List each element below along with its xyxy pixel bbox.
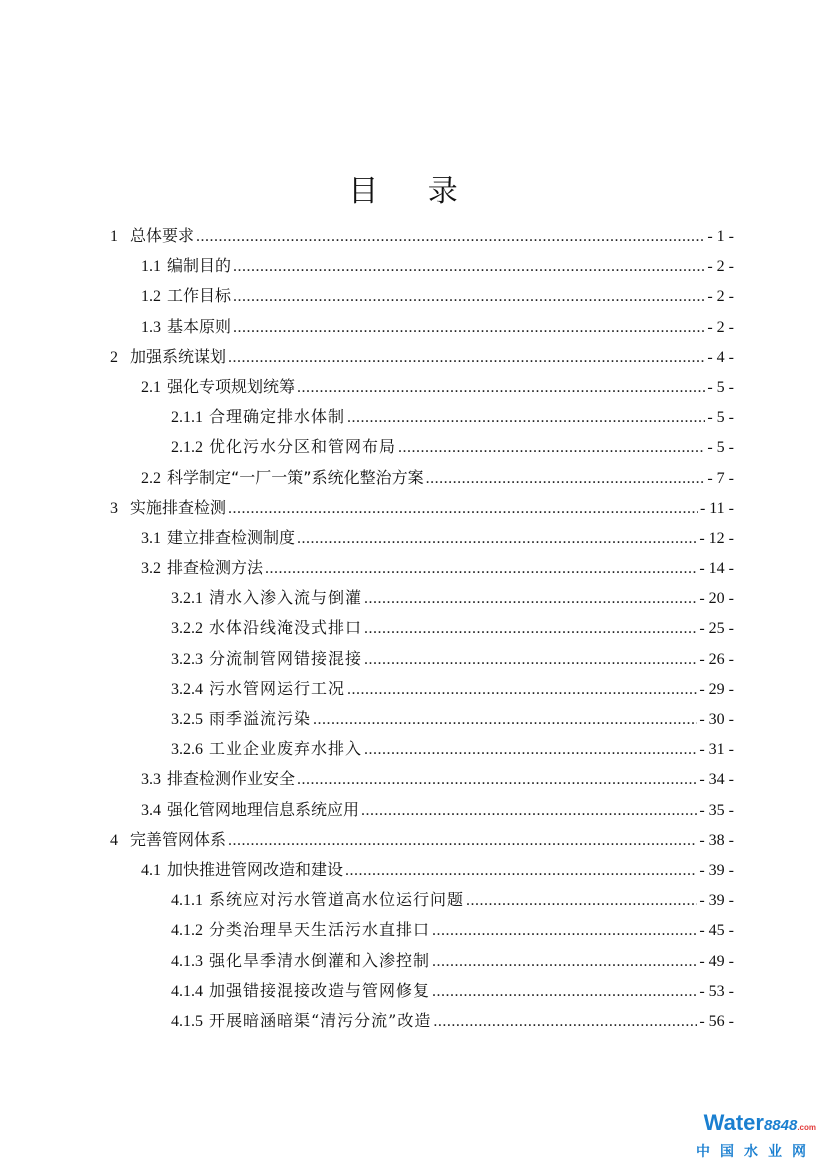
- toc-entry-label: 优化污水分区和管网布局: [209, 437, 397, 457]
- toc-leader-dots: [466, 892, 697, 910]
- toc-entry-number: 3: [110, 499, 118, 517]
- toc-entry-page: - 14 -: [699, 560, 734, 578]
- toc-entry-number: 4.1.4: [171, 982, 203, 1000]
- toc-entry[interactable]: [110, 736, 734, 766]
- toc-entry-label: 强化专项规划统筹: [167, 376, 296, 396]
- toc-entry[interactable]: [110, 434, 734, 464]
- toc-entry-label: 排查检测作业安全: [167, 769, 296, 789]
- toc-entry-number: 3.2.4: [171, 680, 203, 698]
- toc-entry-label: 分类治理旱天生活污水直排口: [209, 920, 431, 940]
- toc-entry-label: 建立排查检测制度: [167, 527, 296, 547]
- toc-entry[interactable]: [110, 978, 734, 1008]
- toc-entry[interactable]: [110, 615, 734, 645]
- toc-entry[interactable]: [110, 827, 734, 857]
- toc-entry-page: - 35 -: [699, 801, 734, 819]
- toc-entry[interactable]: [110, 465, 734, 495]
- toc-entry-page: - 5 -: [707, 409, 734, 427]
- toc-entry-label: 系统应对污水管道高水位运行问题: [209, 890, 465, 910]
- toc-entry-number: 4.1.1: [171, 892, 203, 910]
- toc-entry-page: - 25 -: [699, 620, 734, 638]
- toc-leader-dots: [196, 228, 705, 246]
- toc-entry-label: 开展暗涵暗渠“清污分流”改造: [209, 1010, 432, 1030]
- toc-entry-number: 3.2.5: [171, 711, 203, 728]
- toc-entry-label: 合理确定排水体制: [209, 407, 346, 427]
- toc-entry-page: - 7 -: [707, 469, 734, 487]
- toc-entry-page: - 38 -: [699, 831, 734, 849]
- toc-leader-dots: [347, 681, 697, 699]
- toc-entry[interactable]: [110, 646, 734, 676]
- toc-entry-page: - 2 -: [707, 258, 734, 276]
- page-title: 目 录: [348, 174, 478, 210]
- toc-entry-label: 雨季溢流污染: [209, 709, 312, 728]
- toc-entry[interactable]: [110, 948, 734, 978]
- toc-leader-dots: [233, 288, 705, 306]
- toc-entry-label: 强化管网地理信息系统应用: [167, 799, 360, 819]
- toc-entry-page: - 39 -: [699, 861, 734, 879]
- toc-entry-page: - 29 -: [699, 680, 734, 698]
- logo-chinese-name: 中国水业网: [696, 1144, 816, 1160]
- toc-entry-number: 1.1: [141, 258, 161, 276]
- toc-entry-page: - 2 -: [707, 288, 734, 306]
- toc-leader-dots: [228, 349, 705, 367]
- toc-entry-page: - 1 -: [707, 228, 734, 245]
- toc-leader-dots: [347, 409, 705, 427]
- toc-entry-page: - 4 -: [707, 348, 734, 366]
- toc-entry-page: - 56 -: [699, 1012, 734, 1030]
- toc-entry-number: 2.2: [141, 469, 161, 487]
- toc-entry-page: - 39 -: [699, 892, 734, 910]
- toc-entry-label: 工作目标: [167, 286, 232, 306]
- toc-entry[interactable]: [110, 1008, 734, 1038]
- toc-entry-number: 3.3: [141, 771, 161, 789]
- toc-entry-page: - 20 -: [699, 590, 734, 608]
- toc-entry[interactable]: [110, 495, 734, 525]
- toc-entry-page: - 49 -: [699, 952, 734, 970]
- toc-entry[interactable]: [110, 555, 734, 585]
- toc-entry-number: 2.1.2: [171, 439, 203, 457]
- toc-leader-dots: [432, 953, 697, 971]
- toc-entry[interactable]: [110, 917, 734, 947]
- toc-leader-dots: [364, 590, 697, 608]
- toc-entry-number: 1.3: [141, 318, 161, 336]
- toc-leader-dots: [426, 470, 706, 488]
- logo-wordmark: [696, 1112, 816, 1139]
- toc-entry-label: 污水管网运行工况: [209, 678, 346, 698]
- toc-entry-number: 3.2.3: [171, 650, 203, 668]
- toc-entry[interactable]: [110, 525, 734, 555]
- toc-entry-number: 4.1: [141, 861, 161, 879]
- watermark-logo: [696, 1112, 816, 1161]
- toc-entry-label: 编制目的: [167, 256, 232, 276]
- toc-entry-label: 加强错接混接改造与管网修复: [209, 980, 431, 1000]
- toc-entry-label: 基本原则: [167, 316, 232, 336]
- toc-leader-dots: [361, 802, 697, 820]
- toc-entry-number: 4.1.2: [171, 922, 203, 940]
- toc-entry-number: 2.1.1: [171, 409, 203, 427]
- toc-entry[interactable]: [110, 374, 734, 404]
- toc-leader-dots: [265, 560, 697, 578]
- toc-entry-page: - 26 -: [699, 650, 734, 668]
- logo-brand-main: Water: [703, 1110, 764, 1135]
- toc-leader-dots: [433, 1013, 697, 1031]
- toc-entry-page: - 5 -: [707, 378, 734, 396]
- toc-entry-label: 总体要求: [130, 226, 195, 245]
- toc-entry[interactable]: [110, 676, 734, 706]
- toc-entry-label: 加强系统谋划: [130, 346, 227, 366]
- toc-entry-label: 强化旱季清水倒灌和入渗控制: [209, 950, 431, 970]
- toc-leader-dots: [233, 319, 705, 337]
- toc-entry[interactable]: [110, 223, 734, 253]
- toc-entry[interactable]: [110, 404, 734, 434]
- toc-leader-dots: [297, 771, 697, 789]
- toc-entry-page: - 45 -: [699, 922, 734, 940]
- toc-entry-label: 分流制管网错接混接: [209, 648, 363, 668]
- toc-leader-dots: [228, 832, 697, 850]
- toc-entry-number: 1.2: [141, 288, 161, 306]
- toc-leader-dots: [297, 530, 697, 548]
- toc-entry-label: 清水入渗入流与倒灌: [209, 588, 363, 608]
- toc-entry[interactable]: [110, 344, 734, 374]
- toc-leader-dots: [432, 922, 697, 940]
- toc-entry[interactable]: [110, 887, 734, 917]
- toc-entry[interactable]: [110, 766, 734, 796]
- toc-entry-label: 加快推进管网改造和建设: [167, 859, 344, 879]
- toc-entry-page: - 5 -: [707, 439, 734, 457]
- toc-leader-dots: [364, 651, 697, 669]
- toc-entry-number: 3.1: [141, 529, 161, 547]
- toc-leader-dots: [345, 862, 697, 880]
- toc-entry-number: 3.4: [141, 801, 161, 819]
- toc-entry-page: - 2 -: [707, 318, 734, 336]
- toc-entry[interactable]: [110, 253, 734, 283]
- toc-entry-number: 3.2.1: [171, 590, 203, 608]
- toc-entry-label: 完善管网体系: [130, 829, 227, 849]
- toc-entry-page: - 31 -: [699, 741, 734, 759]
- toc-entry-number: 4: [110, 831, 118, 849]
- logo-domain: .com: [797, 1123, 816, 1132]
- toc-entry[interactable]: [110, 585, 734, 615]
- toc-entry-number: 2: [110, 348, 118, 366]
- toc-entry-label: 实施排查检测: [130, 497, 227, 517]
- toc-leader-dots: [364, 741, 697, 759]
- toc-entry-number: 3.2.6: [171, 741, 203, 759]
- toc-entry-label: 排查检测方法: [167, 558, 264, 578]
- toc-leader-dots: [432, 983, 697, 1001]
- toc-entry-number: 3.2: [141, 560, 161, 578]
- toc-leader-dots: [297, 379, 705, 397]
- toc-entry-number: 4.1.3: [171, 952, 203, 970]
- toc-entry[interactable]: [110, 283, 734, 313]
- toc-entry-page: - 11 -: [699, 499, 734, 517]
- logo-brand-number: 8848: [763, 1117, 798, 1134]
- toc-leader-dots: [398, 439, 705, 457]
- toc-leader-dots: [313, 711, 697, 729]
- toc-leader-dots: [228, 500, 698, 518]
- toc-entry[interactable]: [110, 706, 734, 736]
- toc-entry[interactable]: [110, 797, 734, 827]
- toc-entry-number: 1: [110, 228, 118, 245]
- toc-entry[interactable]: [110, 857, 734, 887]
- table-of-contents: [110, 223, 734, 1038]
- toc-entry-number: 2.1: [141, 378, 161, 396]
- toc-entry-label: 工业企业废弃水排入: [209, 739, 363, 759]
- toc-entry[interactable]: [110, 314, 734, 344]
- toc-leader-dots: [233, 258, 705, 276]
- toc-entry-page: - 12 -: [699, 529, 734, 547]
- toc-entry-number: 4.1.5: [171, 1012, 203, 1030]
- toc-entry-page: - 53 -: [699, 982, 734, 1000]
- toc-entry-number: 3.2.2: [171, 620, 203, 638]
- toc-leader-dots: [364, 620, 697, 638]
- toc-entry-label: 水体沿线淹没式排口: [209, 618, 363, 638]
- toc-entry-page: - 34 -: [699, 771, 734, 789]
- toc-entry-label: 科学制定“一厂一策”系统化整治方案: [167, 467, 424, 487]
- toc-entry-page: - 30 -: [699, 711, 734, 728]
